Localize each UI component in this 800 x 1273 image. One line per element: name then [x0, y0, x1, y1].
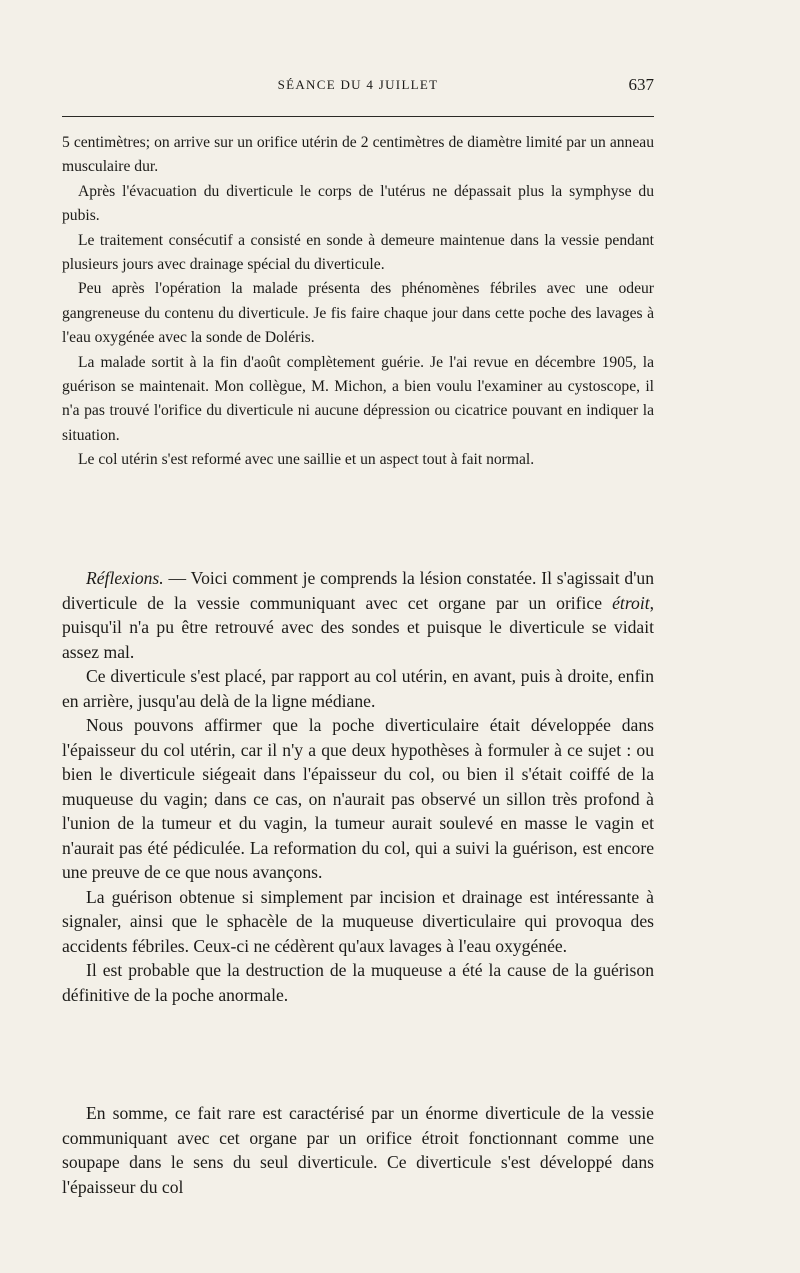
reflexions-text-b: , puisqu'il n'a pu être retrouvé avec des sondes et puisque le diverticule se vidait assez mal.	[62, 592, 654, 662]
page-number: 637	[628, 75, 654, 94]
paragraph: Ce diverticule s'est placé, par rapport au col utérin, en avant, puis à droite, enfin en arrière, jusqu'au delà de la ligne médiane.	[62, 666, 654, 711]
case-notes-section	[62, 131, 654, 473]
reflexions-label: Réflexions.	[86, 568, 164, 588]
paragraph: Peu après l'opération la malade présenta des phénomènes fébriles avec une odeur gangreneuse du contenu du diverticule. Je fis faire chaque jour dans cette poche des lavages à l'eau oxygénée avec la sonde de Doléris.	[62, 280, 654, 347]
running-head-title: SÉANCE DU 4 JUILLET	[277, 77, 439, 92]
reflexions-section	[62, 566, 654, 1007]
emphasis-etroit: étroit	[612, 592, 650, 613]
paragraph: Nous pouvons affirmer que la poche diverticulaire était développée dans l'épaisseur du col utérin, car il n'y a que deux hypothèses à formuler à ce sujet : ou bien le diverticule siégeait dans l'épaisseur du col, ou bien il s'était coiffé de la muqueuse du vagin; dans ce cas, on n'aurait pas observé un sillon très profond à l'union de la tumeur et du vagin, la tumeur aurait soulevé en masse le vagin et n'aurait pas été pédiculée. La reformation du col, qui a suivi la guérison, est encore une preuve de ce que nous avançons.	[62, 715, 654, 882]
summary-section	[62, 1101, 654, 1199]
paragraph: Le traitement consécutif a consisté en sonde à demeure maintenue dans la vessie pendant plusieurs jours avec drainage spécial du diverticule.	[62, 231, 654, 274]
running-head	[62, 77, 654, 99]
paragraph: Le col utérin s'est reformé avec une saillie et un aspect tout à fait normal.	[78, 451, 535, 469]
reflexions-dash: —	[163, 568, 191, 588]
reflexions-text-a: Voici comment je comprends la lésion constatée. Il s'agissait d'un diverticule de la vessie communiquant avec cet organe par un orifice	[62, 568, 654, 613]
header-rule	[62, 116, 654, 117]
summary-paragraph: En somme, ce fait rare est caractérisé par un énorme diverticule de la vessie communiquant avec cet organe par un orifice étroit fonctionnant comme une soupape dans le sens du seul diverticule. Ce diverticule s'est développé dans l'épaisseur du col	[62, 1103, 654, 1197]
paragraph: Il est probable que la destruction de la muqueuse a été la cause de la guérison définitive de la poche anormale.	[62, 960, 654, 1005]
paragraph: La guérison obtenue si simplement par incision et drainage est intéressante à signaler, ainsi que le sphacèle de la muqueuse diverticulaire qui provoqua des accidents fébriles. Ceux-ci ne cédèrent qu'aux lavages à l'eau oxygénée.	[62, 886, 654, 956]
reflexions-paragraph	[62, 566, 654, 664]
paragraph: Après l'évacuation du diverticule le corps de l'utérus ne dépassait plus la symphyse du pubis.	[62, 182, 654, 225]
paragraph: La malade sortit à la fin d'août complètement guérie. Je l'ai revue en décembre 1905, la guérison se maintenait. Mon collègue, M. Michon, a bien voulu l'examiner au cystoscope, il n'a pas trouvé l'orifice du diverticule ni aucune dépression ou cicatrice pouvant en indiquer la situation.	[62, 353, 654, 444]
paragraph: 5 centimètres; on arrive sur un orifice utérin de 2 centimètres de diamètre limité par un anneau musculaire dur.	[62, 134, 654, 176]
